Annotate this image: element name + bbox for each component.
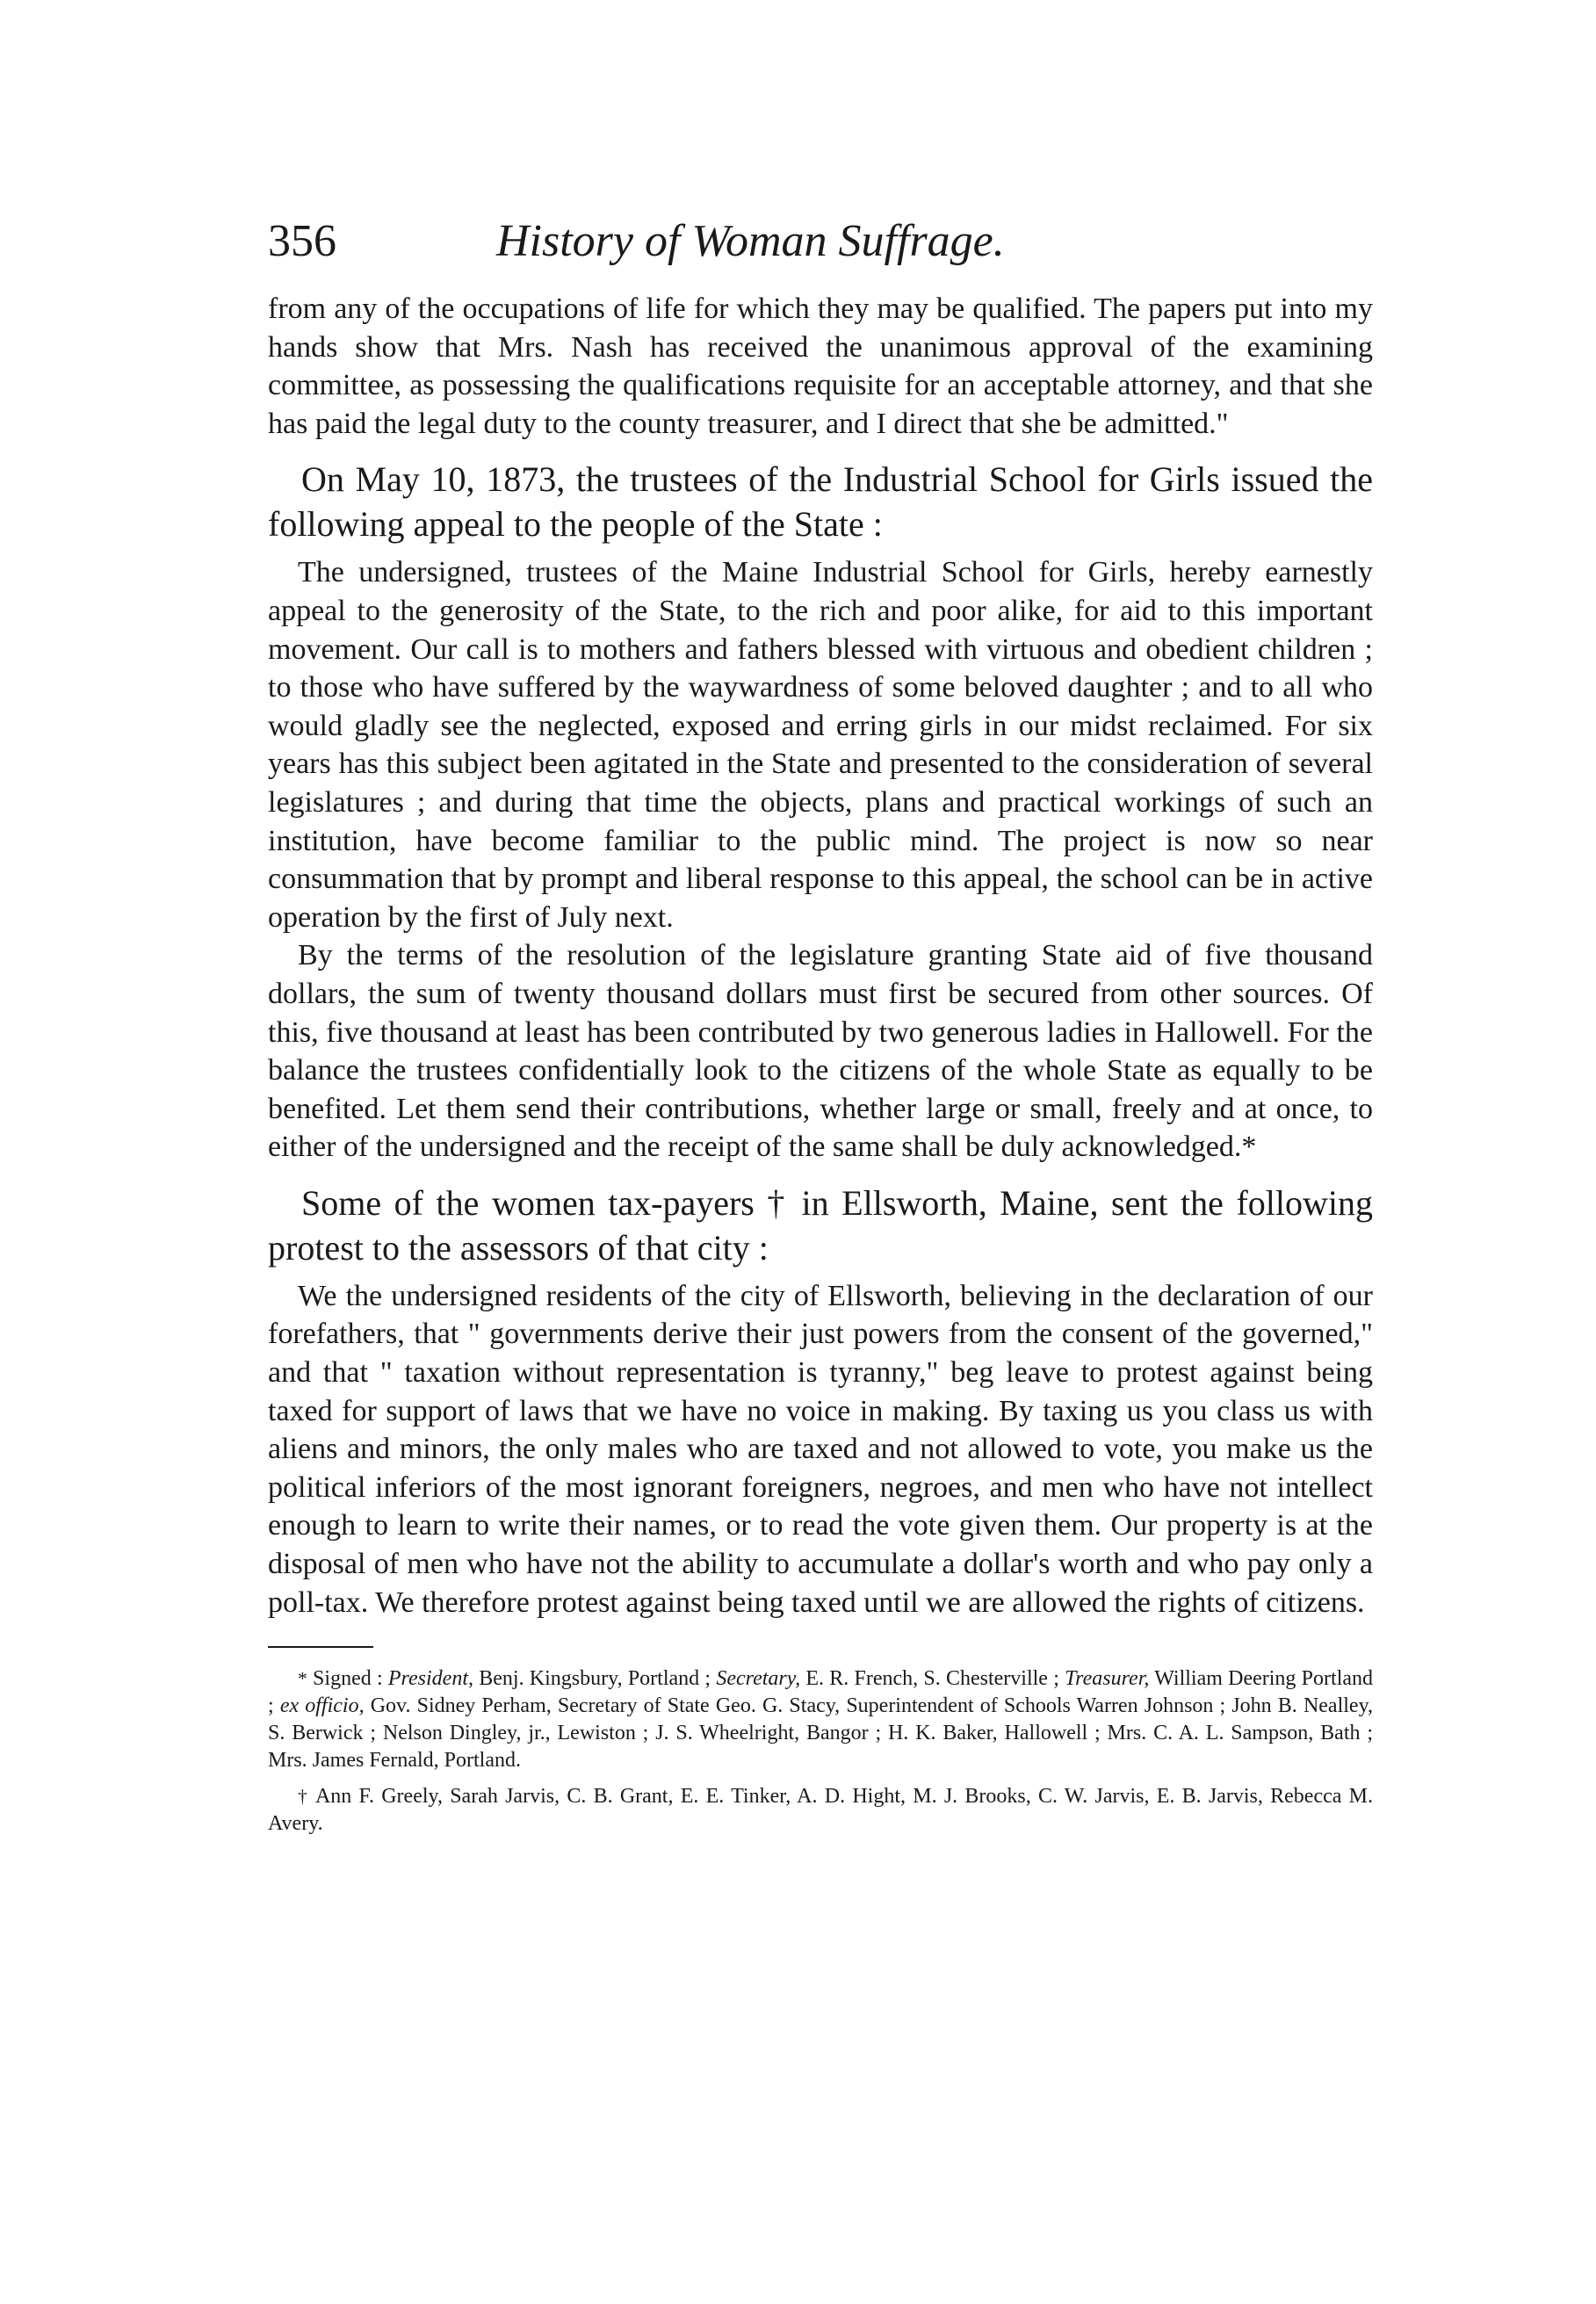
protest-paragraph: We the undersigned residents of the city of Ellsworth, believing in the declaration of our forefathers, that " governments derive their just powers from the consent of the governed," and that " taxation without representation is tyranny," beg leave to protest against being taxed for support of laws that we have no voice in making. By taxing us you class us with aliens and minors, the only males who are taxed and not allowed to vote, you make us the political inferiors of the most ignorant foreigners, negroes, and men who have not intellect enough to learn to write their names, or to read the vote given them. Our property is at the disposal of men who have not the ability to accumulate a dollar's worth and who pay only a poll-tax. We therefore protest against being taxed until we are allowed the rights of citizens.	[268, 1279, 1373, 1619]
footnote-mark-dagger: †	[298, 1786, 310, 1808]
appeal-paragraph-1: The undersigned, trustees of the Maine Industrial School for Girls, hereby earnestly appeal to the generosity of the State, to the rich and poor alike, for aid to this important movement. Our call is to mothers and fathers blessed with virtuous and obedient children ; to those who have suffered by the waywardness of some beloved daughter ; and to all who would gladly see the neglected, exposed and erring girls in our midst reclaimed. For six years has this subject been agitated in the State and presented to the consideration of several legislatures ; and during that time the objects, plans and practical workings of such an institution, have become familiar to the public mind. The project is now so near consummation that by prompt and liberal response to this appeal, the school can be in active operation by the first of July next.	[268, 556, 1373, 934]
footnote-president-text: Benj. Kingsbury, Portland ;	[479, 1667, 711, 1691]
footnote-secretary-label: Secretary,	[716, 1667, 801, 1691]
page-number: 356	[268, 216, 336, 266]
footnote-ex-officio-label: ex officio,	[279, 1694, 365, 1718]
paragraph-intro-appeal: On May 10, 1873, the trustees of the Industrial School for Girls issued the following appeal to the people of the State :	[268, 459, 1373, 545]
appeal-paragraph-2: By the terms of the resolution of the legislature granting State aid of five thousand dollars, the sum of twenty thousand dollars must first be secured from other sources. Of this, five thousand at least has been contributed by two generous ladies in Hallowell. For the balance the trustees confidentially look to the citizens of the whole State as equally to be benefited. Let them send their contributions, whether large or small, freely and at once, to either of the undersigned and the receipt of the same shall be duly acknowledged.*	[268, 939, 1373, 1164]
footnote-secretary-text: E. R. French, S. Chesterville ;	[805, 1667, 1059, 1691]
footnote-rest-text: Gov. Sidney Perham, Secretary of State Geo. G. Stacy, Superintendent of Schools Warren Johnson ; John B. Nealley, S. Berwick ; Nelson Dingley, jr., Lewiston ; J. S. Wheelright, Bangor ; H. K. Baker, Hallowell ; Mrs. C. A. L. Sampson, Bath ; Mrs. James Fernald, Portland.	[268, 1694, 1374, 1773]
paragraph-continuation: from any of the occupations of life for which they may be qualified. The papers put into my hands show that Mrs. Nash has received the unanimous approval of the examining committee, as possessing the qualifications requisite for an acceptable attorney, and that she has paid the legal duty to the county treasurer, and I direct that she be admitted."	[268, 293, 1373, 440]
footnote-dagger-text: Ann F. Greely, Sarah Jarvis, C. B. Grant, E. E. Tinker, A. D. Hight, M. J. Brooks, C. W. Jarvis, E. B. Jarvis, Rebecca M. Avery.	[268, 1785, 1373, 1836]
footnote-treasurer-text: William Deering Portland ;	[268, 1667, 1374, 1718]
protest-quotation	[268, 1277, 1373, 1621]
running-title: History of Woman Suffrage.	[496, 216, 1005, 266]
footnote-president-label: President,	[387, 1667, 473, 1691]
footnote-signed-label: Signed :	[313, 1667, 383, 1691]
running-head	[268, 211, 1383, 281]
paragraph-intro-protest: Some of the women tax-payers † in Ellsworth, Maine, sent the following protest to the assessors of that city :	[268, 1182, 1373, 1268]
appeal-quotation	[268, 553, 1373, 1166]
footnote-mark-asterisk: *	[298, 1668, 307, 1690]
page-body	[268, 290, 1373, 1838]
footnote-dagger	[268, 1783, 1373, 1838]
footnote-divider	[268, 1646, 373, 1648]
footnote-treasurer-label: Treasurer,	[1065, 1667, 1150, 1691]
footnote-signed	[268, 1665, 1373, 1774]
